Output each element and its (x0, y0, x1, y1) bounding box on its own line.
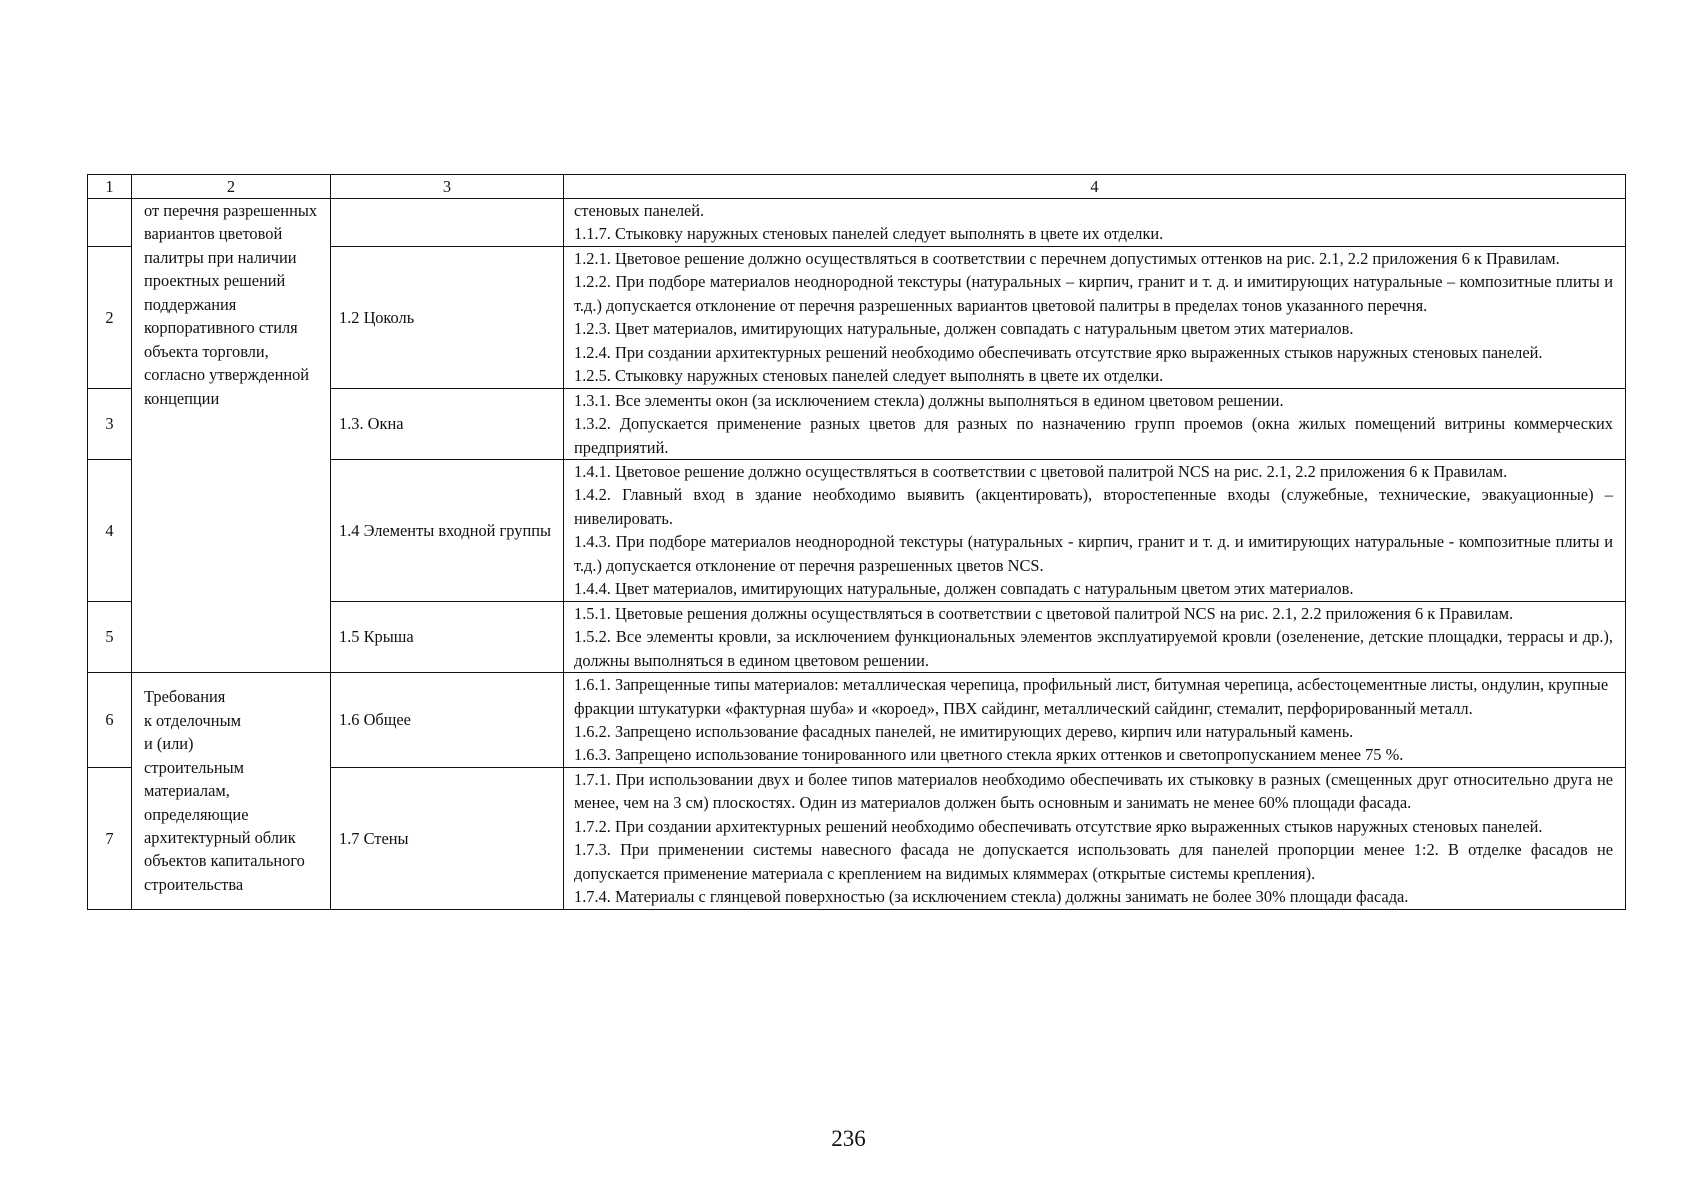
element-cell (331, 199, 564, 247)
header-col-3: 3 (331, 175, 564, 199)
requirement-text: 1.2.4. При создании архитектурных решений необходимо обеспечивать отсутствие ярко выраженных стыков наружных стеновых панелей. (574, 342, 1543, 362)
group-line: и (или) (144, 734, 194, 754)
element-cell: 1.2 Цоколь (331, 246, 564, 388)
header-col-1: 1 (88, 175, 132, 199)
requirements-cell (564, 246, 1626, 388)
row-number: 3 (88, 388, 132, 459)
row-number (88, 199, 132, 247)
requirement-group-cell: от перечня разрешенных вариантов цветовой палитры при наличии проектных решений поддержания корпоративного стиля объекта торговли, согласно утвержденной концепции (132, 199, 331, 673)
row-number: 6 (88, 673, 132, 768)
requirement-text: 1.2.5. Стыковку наружных стеновых панелей следует выполнять в цвете их отделки. (574, 366, 1164, 386)
requirement-text: 1.7.2. При создании архитектурных решений необходимо обеспечивать отсутствие ярко выраженных стыков наружных стеновых панелей. (574, 816, 1543, 836)
requirement-text: 1.6.1. Запрещенные типы материалов: металлическая черепица, профильный лист, битумная черепица, асбестоцементные листы, ондулин, крупные фракции штукатурки «фактурная шуба» и «короед», ПВХ сайдинг, металлический сайдинг, стемалит, перфорированный металл. (574, 675, 1609, 718)
group-line: Требования (144, 687, 226, 707)
requirements-cell (564, 459, 1626, 601)
row-number: 2 (88, 246, 132, 388)
element-cell: 1.7 Стены (331, 767, 564, 909)
element-cell: 1.5 Крыша (331, 601, 564, 672)
element-cell: 1.4 Элементы входной группы (331, 459, 564, 601)
requirement-text: 1.2.2. При подборе материалов неоднородной текстуры (натуральных – кирпич, гранит и т. д. и имитирующих натуральные – композитные плиты и т.д.) допускается отклонение от перечня разрешенных вариантов цветовой палитры в пределах тонов указанного перечня. (574, 272, 1613, 315)
requirement-text: 1.4.1. Цветовое решение должно осуществляться в соответствии с цветовой палитрой NCS на рис. 2.1, 2.2 приложения 6 к Правилам. (574, 461, 1508, 481)
row-number: 7 (88, 767, 132, 909)
header-col-2: 2 (132, 175, 331, 199)
requirements-cell (564, 673, 1626, 768)
header-row (88, 175, 1626, 199)
row-number: 5 (88, 601, 132, 672)
requirement-text: 1.4.4. Цвет материалов, имитирующих натуральные, должен совпадать с натуральным цветом этих материалов. (574, 579, 1354, 599)
requirement-text: 1.4.3. При подборе материалов неоднородной текстуры (натуральных - кирпич, гранит и т. д. и имитирующих натуральные - композитные плиты и т.д.) допускается отклонение от перечня разрешенных цветов NCS. (574, 532, 1613, 575)
requirement-text: 1.6.2. Запрещено использование фасадных панелей, не имитирующих дерево, кирпич или натуральный камень. (574, 721, 1354, 741)
requirement-text: стеновых панелей. (574, 201, 705, 220)
table-row (88, 673, 1626, 768)
requirement-text: 1.6.3. Запрещено использование тонированного или цветного стекла ярких оттенков и светопропусканием менее 75 %. (574, 745, 1404, 765)
requirement-text: 1.3.1. Все элементы окон (за исключением стекла) должны выполняться в едином цветовом решении. (574, 390, 1284, 410)
requirement-text: 1.2.1. Цветовое решение должно осуществляться в соответствии с перечнем допустимых оттенков на рис. 2.1, 2.2 приложения 6 к Правилам. (574, 248, 1560, 268)
group-line: строительным материалам, определяющие архитектурный облик объектов капитального строительства (144, 757, 305, 894)
table-row (88, 199, 1626, 247)
requirement-text: 1.3.2. Допускается применение разных цветов для разных по назначению групп проемов (окна жилых помещений витрины коммерческих предприятий. (574, 414, 1613, 457)
group-line: к отделочным (144, 710, 241, 730)
requirement-text: 1.1.7. Стыковку наружных стеновых панелей следует выполнять в цвете их отделки. (574, 224, 1164, 244)
requirement-text: 1.4.2. Главный вход в здание необходимо выявить (акцентировать), второстепенные входы (служебные, технические, эвакуационные) – нивелировать. (574, 485, 1613, 528)
requirements-cell (564, 388, 1626, 459)
requirement-group-cell (132, 673, 331, 910)
requirement-text: 1.2.3. Цвет материалов, имитирующих натуральные, должен совпадать с натуральным цветом этих материалов. (574, 319, 1354, 339)
row-number: 4 (88, 459, 132, 601)
requirements-table (87, 174, 1626, 910)
requirement-text: 1.5.1. Цветовые решения должны осуществляться в соответствии с цветовой палитрой NCS на рис. 2.1, 2.2 приложения 6 к Правилам. (574, 603, 1514, 623)
requirement-text: 1.7.4. Материалы с глянцевой поверхностью (за исключением стекла) должны занимать не более 30% площади фасада. (574, 887, 1409, 907)
requirements-cell (564, 767, 1626, 909)
requirement-text: 1.7.1. При использовании двух и более типов материалов необходимо обеспечивать их стыковку в разных (смещенных друг относительно друга не менее, чем на 3 см) плоскостях. Один из материалов должен быть основным и занимать не менее 60% площади фасада. (574, 769, 1613, 813)
requirement-text: 1.7.3. При применении системы навесного фасада не допускается использовать для панелей пропорции менее 1:2. В отделке фасадов не допускается применение материала с креплением на видимых кляммерах (открытые системы крепления). (574, 840, 1613, 883)
element-cell: 1.6 Общее (331, 673, 564, 768)
requirements-cell (564, 601, 1626, 672)
requirements-cell (564, 199, 1626, 247)
page-number: 236 (831, 1126, 866, 1151)
header-col-4: 4 (564, 175, 1626, 199)
element-cell: 1.3. Окна (331, 388, 564, 459)
requirement-text: 1.5.2. Все элементы кровли, за исключением функциональных элементов эксплуатируемой кровли (озеленение, детские площадки, террасы и др.), должны выполняться в едином цветовом решении. (574, 627, 1613, 670)
